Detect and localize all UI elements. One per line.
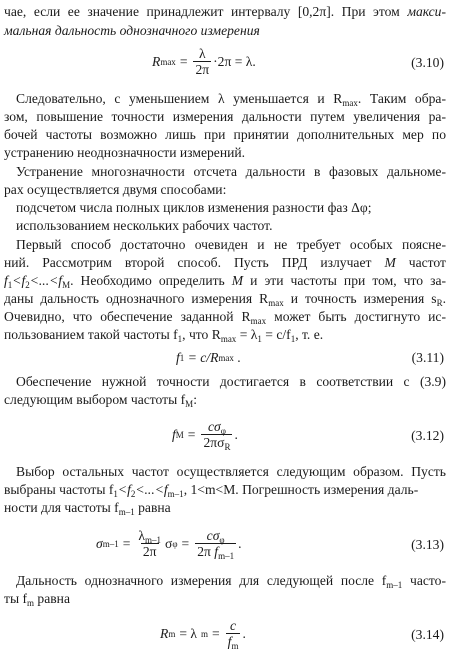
equation-3-11: f 1 = c/R max . (3.11) [176,350,444,365]
equation-number: (3.12) [411,428,444,443]
text-line: Следовательно, с уменьшением λ уменьшается и $R_{max}$. Таким обра- [16,91,446,108]
text-line: ности для частоты $f_{m-1}$ равна [4,500,171,517]
text-line: ты $f_m$ равна [4,591,70,608]
text-line: зом, повышение точности измерения дальности путем увеличения ра- [4,109,446,124]
text-line: пользованием такой частоты $f_1$, что $R_{max} = \lambda_1 = c/f_1$, т. е. [4,327,324,344]
text-line: Дальность однозначного измерения для следующей после $f_{m-1}$ часто- [16,573,446,590]
equation-number: (3.10) [411,55,444,70]
text-line: чае, если ее значение принадлежит интервалу [0,2π]. При этом макси- [4,4,446,19]
text-line: бочей частоты возможно лишь при принятии дополнительных мер по [4,127,446,142]
equation-3-14: R m = λ m = $\frac{c}{f_m}$ . (3.14) [160,618,444,651]
text-line: выбраны частоты $f_1<f_2<...<f_{m-1}$, 1<m<M. Погрешность измерения даль- [4,482,419,499]
text-line: Устранение многозначности отсчета дальности в фазовых дальноме- [16,164,446,179]
text-line: ний. Рассмотрим второй способ. Пусть ПРД излучает M частот [4,255,446,270]
equation-number: (3.13) [411,537,444,552]
equation-3-13: σ m–1 = $\frac{\lambda_{m-1}}{2\pi}$ σ φ = $\frac{c\sigma_\varphi}{2\pi f_{m-1}}$ . (3.13) [96,528,444,561]
text-line: $f_1<f_2<...<f_M$. Необходимо определить M и эти частоты при том, что за- [4,273,447,290]
text-line: Обеспечение нужной точности достигается в соответствии с (3.9) [16,374,446,389]
equation-number: (3.11) [411,350,444,365]
text-line: даны дальность однозначного измерения $R_{max}$ и точность измерения $s_R$. [4,291,446,308]
text-line: использованием нескольких рабочих частот. [16,218,273,233]
text-line: Очевидно, что обеспечение заданной $R_{max}$ может быть достигнуто ис- [4,309,446,326]
equation-number: (3.14) [411,627,444,642]
text-line: следующим выбором частоты $f_M$: [4,392,197,409]
text-line: Выбор остальных частот осуществляется следующим образом. Пусть [16,464,446,479]
equation-3-10: R max = $\frac{\lambda}{2\pi}$ ·2π = λ. (3.10) [152,46,444,77]
text-line: устранению неоднозначности измерений. [4,145,246,160]
text-line: Первый способ достаточно очевиден и не требует особых пояснe- [16,237,446,252]
text-line: мальная дальность однозначного измерения [4,23,260,38]
text-line: подсчетом числа полных циклов изменения разности фаз Δφ; [16,200,372,215]
equation-3-12: f M = $\frac{c\sigma_\varphi}{2\pi\sigma_R}$ . (3.12) [172,419,444,452]
text-line: рах осуществляется двумя способами: [4,182,227,197]
